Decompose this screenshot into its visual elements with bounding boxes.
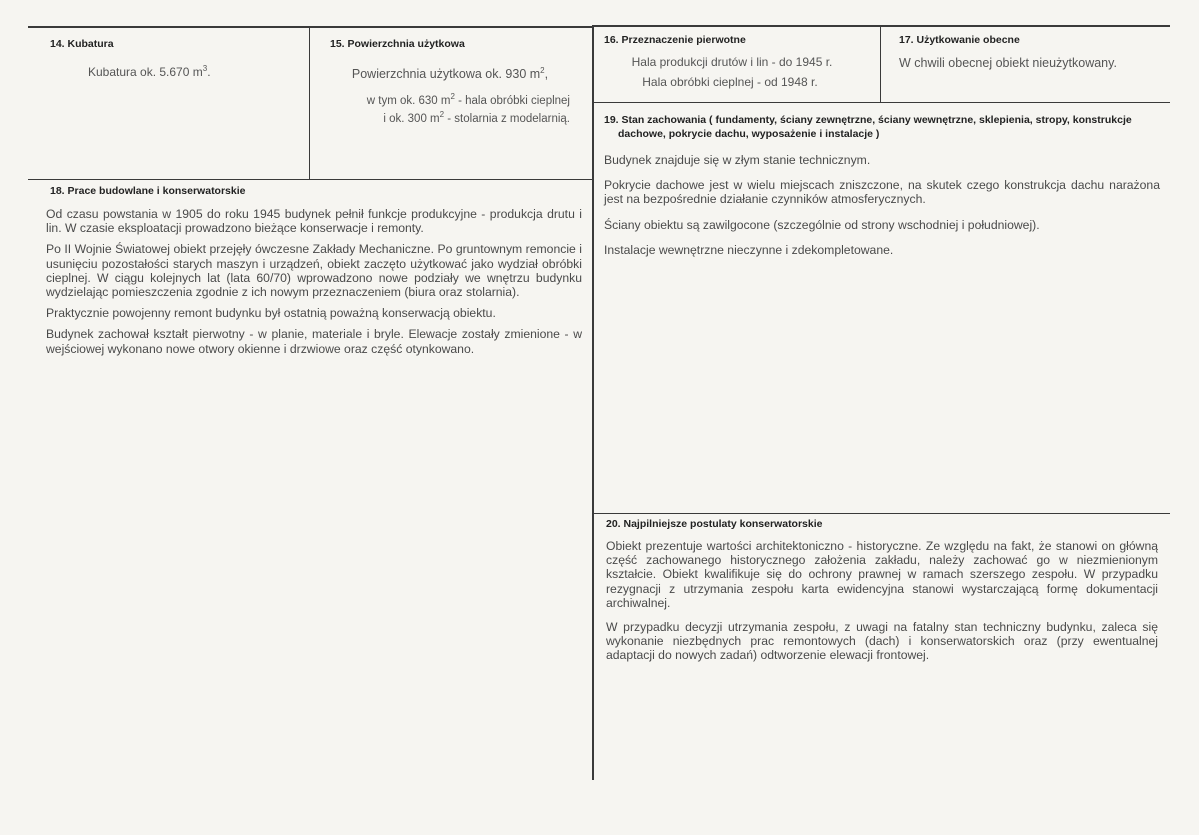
divider-14-15 bbox=[309, 27, 310, 179]
condition-paragraph-1: Budynek znajduje się w złym stanie technicznym. bbox=[604, 153, 871, 167]
top-border-left bbox=[28, 26, 592, 28]
center-divider bbox=[592, 25, 594, 780]
works-paragraph-4: Budynek zachował kształt pierwotny - w planie, materiale i bryle. Elewacje zostały zmienione - w wejściowej wykonano nowe otwory okienne i drzwiowe oraz część otynkowano. bbox=[46, 327, 582, 356]
section-17-heading: 17. Użytkowanie obecne bbox=[899, 34, 1020, 46]
section-19-heading: 19. Stan zachowania ( fundamenty, ściany zewnętrzne, ściany wewnętrzne, sklepienia, stropy, konstrukcje dachowe, pokrycie dachu, wyposażenie i instalacje ) bbox=[604, 114, 1132, 140]
section-15-heading: 15. Powierzchnia użytkowa bbox=[330, 38, 465, 50]
section-17-current-use bbox=[899, 34, 1161, 72]
section-20-heading: 20. Najpilniejsze postulaty konserwatorskie bbox=[606, 518, 823, 530]
line-above-20 bbox=[593, 513, 1170, 514]
postulates-paragraph-1: Obiekt prezentuje wartości architektoniczno - historyczne. Ze względu na fakt, że stanowi on główną część zachowanego historycznego założenia zakładu, należy zachować go w niezmienionym kształcie. Obiekt kwalifikuje się do ochrony prawnej w ramach szerszego zespołu. W przypadku rezygnacji z utrzymania zespołu karta ewidencyjna stanowi wystarczającą formę dokumentacji archiwalnej. bbox=[606, 539, 1158, 610]
condition-paragraph-4: Instalacje wewnętrzne nieczynne i zdekompletowane. bbox=[604, 242, 894, 257]
cubature-value: Kubatura ok. 5.670 $m^3$. bbox=[88, 64, 211, 79]
divider-16-17 bbox=[880, 25, 881, 102]
section-19-condition bbox=[604, 113, 1160, 264]
postulates-paragraph-2: W przypadku decyzji utrzymania zespołu, z uwagi na fatalny stan techniczny budynku, zaleca się wykonanie niezbędnych prac remontowych (dach) i konserwatorskich oraz (przy ewentualnej adaptacji do nowych zadań) odtworzenie elewacji frontowej. bbox=[606, 620, 1158, 663]
works-paragraph-2: Po II Wojnie Światowej obiekt przejęły ówczesne Zakłady Mechaniczne. Po gruntownym remoncie i usunięciu pozostałości starych maszyn i urządzeń, obiekt zaczęto użytkować jako wydział obróbki cieplnej. W ciągu kolejnych lat (lata 60/70) wprowadzono nowe podziały we wnętrzu budynku wydzielając pomieszczenia zgodnie z ich nowym przeznaczeniem (biura oraz stolarnia). bbox=[46, 242, 582, 300]
section-18-construction-works bbox=[46, 185, 582, 363]
top-border-right bbox=[592, 25, 1170, 27]
section-14-heading: 14. Kubatura bbox=[50, 38, 114, 50]
section-16-heading: 16. Przeznaczenie pierwotne bbox=[604, 34, 746, 46]
original-purpose-line-2: Hala obróbki cieplnej - od 1948 r. bbox=[642, 75, 818, 89]
area-heat-treatment: w tym ok. 630 $m^2$ - hala obróbki cieplnej bbox=[366, 92, 570, 107]
section-14-cubature bbox=[50, 38, 305, 79]
line-above-18 bbox=[28, 179, 592, 180]
current-use-value: W chwili obecnej obiekt nieużytkowany. bbox=[899, 56, 1117, 70]
section-15-usable-area bbox=[330, 38, 590, 126]
section-16-original-purpose bbox=[604, 34, 876, 91]
works-paragraph-1: Od czasu powstania w 1905 do roku 1945 budynek pełnił funkcje produkcyjne - produkcja drutu i lin. W czasie eksploatacji prowadzono bieżące konserwacje i remonty. bbox=[46, 207, 582, 236]
line-under-16-17 bbox=[592, 102, 1170, 103]
section-20-conservation-postulates bbox=[606, 518, 1158, 670]
section-18-heading: 18. Prace budowlane i konserwatorskie bbox=[50, 185, 246, 197]
area-carpentry: i ok. 300 $m^2$ - stolarnia z modelarnią. bbox=[383, 109, 570, 125]
condition-paragraph-3: Ściany obiektu są zawilgocone (szczególnie od strony wschodniej i południowej). bbox=[604, 217, 1040, 232]
condition-paragraph-2: Pokrycie dachowe jest w wielu miejscach zniszczone, na skutek czego konstrukcja dachu narażona jest na bezpośrednie działanie czynników atmosferycznych. bbox=[604, 178, 1160, 207]
original-purpose-line-1: Hala produkcji drutów i lin - do 1945 r. bbox=[631, 55, 833, 69]
area-total: Powierzchnia użytkowa ok. 930 $m^2$, bbox=[351, 66, 549, 82]
works-paragraph-3: Praktycznie powojenny remont budynku był ostatnią poważną konserwacją obiektu. bbox=[46, 306, 496, 321]
